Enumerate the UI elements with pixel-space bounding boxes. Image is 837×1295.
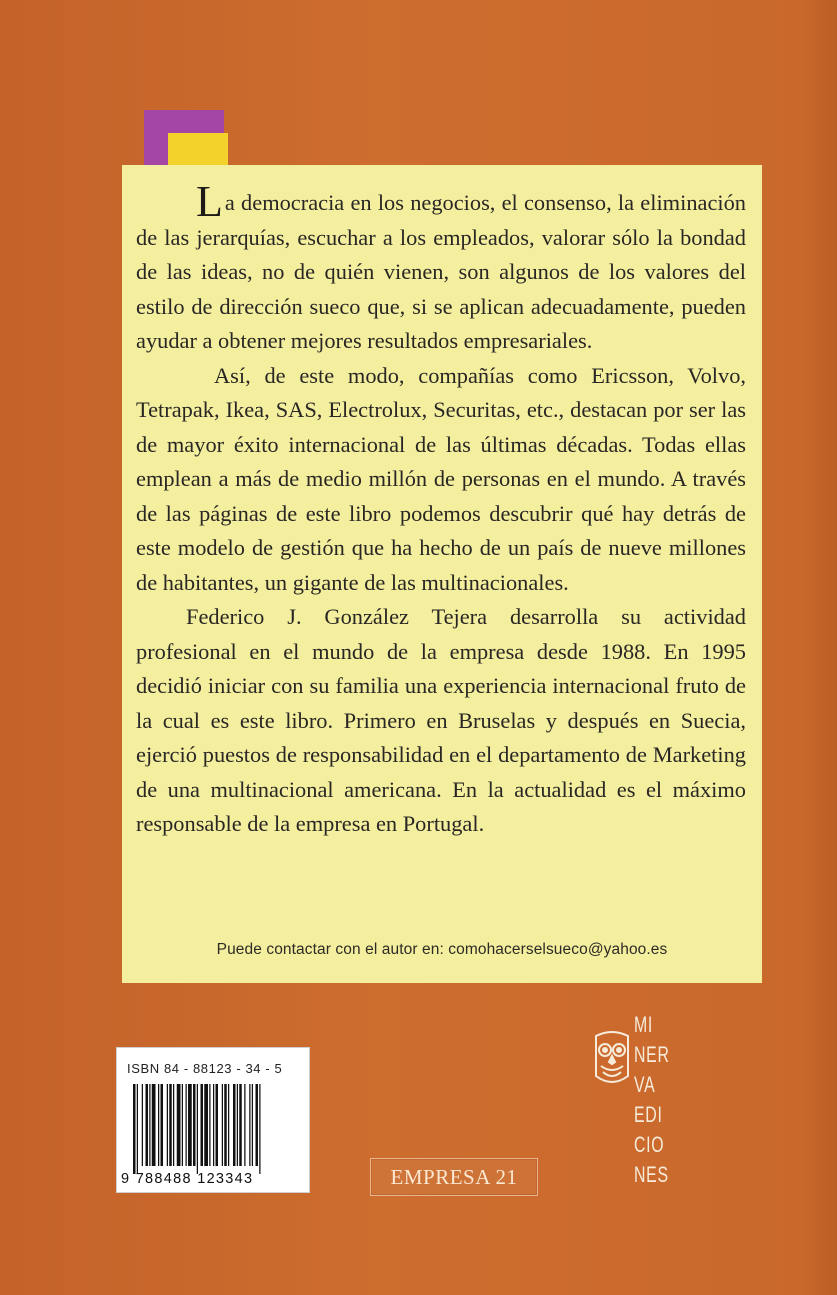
owl-icon — [590, 1026, 634, 1090]
barcode-bar — [137, 1084, 138, 1174]
barcode-bar — [209, 1084, 210, 1166]
barcode-bar — [213, 1084, 214, 1166]
barcode-bar — [149, 1084, 150, 1166]
barcode-bar — [177, 1084, 181, 1166]
barcode-bar — [169, 1084, 172, 1166]
barcode-bar — [197, 1084, 198, 1174]
publisher-line: EDI — [634, 1102, 663, 1127]
barcode-bar — [204, 1084, 208, 1166]
publisher-line: VA — [634, 1072, 656, 1097]
barcode-bar — [133, 1084, 136, 1174]
barcode-bar — [142, 1084, 143, 1166]
barcode-bar — [173, 1084, 174, 1166]
paragraph-intro — [136, 177, 746, 359]
barcode-bar — [182, 1084, 183, 1166]
spine-edge — [801, 0, 837, 1295]
barcode-bar — [228, 1084, 229, 1166]
author-contact: Puede contactar con el autor en: comohacerselsueco@yahoo.es — [216, 941, 668, 958]
barcode-bar — [222, 1084, 223, 1166]
barcode-bar — [193, 1084, 196, 1166]
isbn-digits: 9 788488 123343 — [121, 1171, 254, 1187]
paragraph-author: Federico J. González Tejera desarrolla su actividad profesional en el mundo de la empresa desde 1988. En 1995 decidió iniciar con su familia una experiencia internacional fruto de la cual es este libro. Primero en Bruselas y después en Suecia, ejerció puestos de responsabilidad en el departamento de Marketing de una multinacional americana. En la actualidad es el máximo responsable de la empresa en Portugal. — [136, 604, 746, 836]
barcode-bar — [244, 1084, 245, 1166]
isbn-barcode-box — [116, 1047, 310, 1193]
drop-cap: L — [196, 177, 223, 226]
paragraph-companies: Así, de este modo, compañías como Ericsson, Volvo, Tetrapak, Ikea, SAS, Electrolux, Securitas, etc., destacan por ser las de mayor éxito internacional de las últimas décadas. Todas ellas emplean a más de medio millón de personas en el mundo. A través de las páginas de este libro podemos descubrir qué hay detrás de este modelo de gestión que ha hecho de un país de nueve millones de habitantes, un gigante de las multinacionales. — [136, 362, 746, 595]
barcode-bar — [256, 1084, 259, 1166]
publisher-logo — [590, 1010, 700, 1210]
barcode-bar — [239, 1084, 242, 1166]
publisher-line: CIO — [634, 1132, 665, 1157]
barcode-bar — [188, 1084, 192, 1166]
barcode-bar — [237, 1084, 238, 1166]
paragraph-intro-text: a democracia en los negocios, el consenso, la eliminación de las jerarquías, escuchar a los empleados, valorar sólo la bondad de las ideas, no de quién vienen, son algunos de los valores del estilo de dirección sueco que, si se aplican adecuadamente, pueden ayudar a obtener mejores resultados empresariales. — [136, 190, 746, 353]
collection-label: EMPRESA 21 — [370, 1158, 538, 1196]
barcode-bar — [216, 1084, 219, 1166]
barcode-bar — [158, 1084, 159, 1166]
barcode-bar — [249, 1084, 250, 1166]
barcode-bar — [233, 1084, 236, 1166]
barcode-bar — [224, 1084, 227, 1166]
barcode-bar — [146, 1084, 149, 1166]
barcode-bar — [186, 1084, 187, 1166]
publisher-line: MI — [634, 1012, 654, 1037]
barcode-bar — [259, 1084, 260, 1174]
publisher-name — [634, 1010, 670, 1190]
barcode-bar — [161, 1084, 164, 1166]
barcode-bar — [167, 1084, 168, 1166]
barcode — [133, 1084, 301, 1174]
barcode-bar — [252, 1084, 253, 1166]
barcode-bar — [201, 1084, 204, 1166]
isbn-label: ISBN 84 - 88123 - 34 - 5 — [127, 1061, 283, 1076]
publisher-line: NER — [634, 1042, 670, 1067]
blurb-text — [136, 177, 746, 842]
barcode-bar — [152, 1084, 156, 1166]
publisher-line: NES — [634, 1162, 669, 1187]
